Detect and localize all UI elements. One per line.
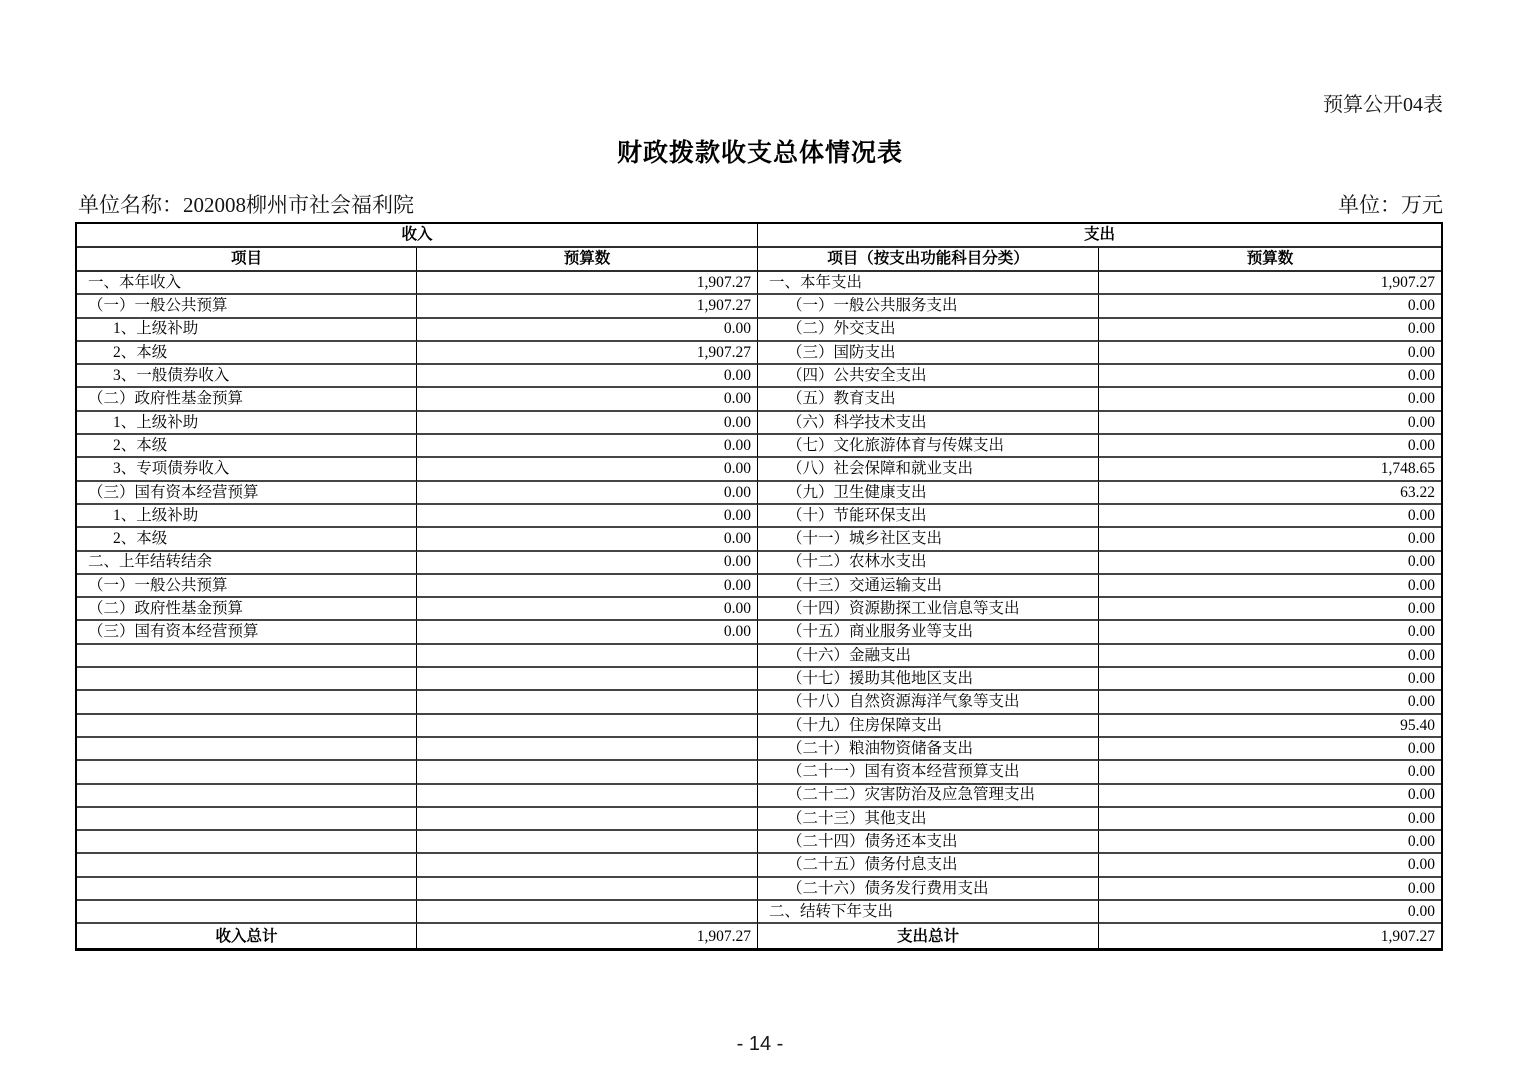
expenditure-value-cell: 0.00 [1099,505,1441,528]
expenditure-item-cell: （十九）住房保障支出 [758,715,1099,738]
income-value-cell [417,691,758,714]
income-item-cell [77,878,417,901]
income-item-cell: 一、本年收入 [77,272,417,295]
expenditure-total-value: 1,907.27 [1380,927,1435,945]
income-item-cell: 1、上级补助 [77,412,417,435]
expenditure-item-cell: 二、结转下年支出 [758,901,1099,924]
expenditure-item-cell: （二十四）债务还本支出 [758,831,1099,854]
income-item-cell [77,854,417,877]
expenditure-item-cell: （一）一般公共服务支出 [758,295,1099,318]
income-value-cell [417,901,758,924]
income-item-cell: （一）一般公共预算 [77,575,417,598]
income-item-cell: （二）政府性基金预算 [77,388,417,411]
expenditure-item-cell: （二十五）债务付息支出 [758,854,1099,877]
expenditure-value-cell: 0.00 [1099,901,1441,924]
income-item-cell [77,668,417,691]
income-value-cell [417,645,758,668]
income-value-cell: 1,907.27 [417,295,758,318]
income-value-cell: 0.00 [417,528,758,551]
income-item-cell [77,831,417,854]
income-item-cell: （二）政府性基金预算 [77,598,417,621]
expenditure-value-cell: 0.00 [1099,319,1441,342]
expenditure-item-cell: （六）科学技术支出 [758,412,1099,435]
income-total-label: 收入总计 [77,924,417,948]
expenditure-item-cell: （四）公共安全支出 [758,365,1099,388]
expenditure-item-cell: （十三）交通运输支出 [758,575,1099,598]
expenditure-item-cell: （十一）城乡社区支出 [758,528,1099,551]
expenditure-value-cell: 0.00 [1099,552,1441,575]
income-item-column-header: 项目 [77,248,417,272]
income-value-cell [417,854,758,877]
expenditure-value-cell: 1,748.65 [1099,458,1441,481]
expenditure-value-cell: 63.22 [1099,482,1441,505]
income-item-cell: 3、一般债券收入 [77,365,417,388]
income-budget-column-header: 预算数 [417,248,758,272]
expenditure-item-cell: （二十一）国有资本经营预算支出 [758,761,1099,784]
expenditure-value-cell: 95.40 [1099,715,1441,738]
income-value-cell: 0.00 [417,412,758,435]
expenditure-value-cell: 0.00 [1099,295,1441,318]
income-value-cell: 0.00 [417,388,758,411]
income-value-cell [417,715,758,738]
income-value-cell: 0.00 [417,458,758,481]
income-item-cell: （三）国有资本经营预算 [77,621,417,644]
expenditure-item-cell: （十七）援助其他地区支出 [758,668,1099,691]
expenditure-item-cell: （二十）粮油物资储备支出 [758,738,1099,761]
expenditure-item-cell: （十二）农林水支出 [758,552,1099,575]
income-value-cell: 0.00 [417,552,758,575]
income-item-cell [77,808,417,831]
income-value-cell [417,761,758,784]
expenditure-value-cell: 0.00 [1099,412,1441,435]
expenditure-item-cell: （二十三）其他支出 [758,808,1099,831]
income-value-cell [417,878,758,901]
expenditure-value-cell: 1,907.27 [1099,272,1441,295]
income-value-cell: 0.00 [417,482,758,505]
income-item-cell: （三）国有资本经营预算 [77,482,417,505]
page-title: 财政拨款收支总体情况表 [616,140,903,167]
expenditure-value-cell: 0.00 [1099,621,1441,644]
expenditure-value-cell: 0.00 [1099,785,1441,808]
expenditure-section-header: 支出 [758,224,1441,248]
income-value-cell: 1,907.27 [417,342,758,365]
unit-of-measure-label: 单位：万元 [1338,193,1443,217]
expenditure-value-cell: 0.00 [1099,598,1441,621]
expenditure-item-cell: （十六）金融支出 [758,645,1099,668]
income-item-cell: （一）一般公共预算 [77,295,417,318]
income-item-cell: 1、上级补助 [77,505,417,528]
expenditure-total-label: 支出总计 [758,924,1099,948]
unit-name-label: 单位名称：202008柳州市社会福利院 [78,193,414,217]
expenditure-value-cell: 0.00 [1099,738,1441,761]
expenditure-value-cell: 0.00 [1099,691,1441,714]
income-item-cell [77,691,417,714]
income-section-header: 收入 [77,224,758,248]
expenditure-value-cell: 0.00 [1099,878,1441,901]
income-value-cell: 0.00 [417,505,758,528]
expenditure-item-column-header: 项目（按支出功能科目分类） [758,248,1099,272]
income-value-cell: 0.00 [417,319,758,342]
income-item-cell: 2、本级 [77,435,417,458]
expenditure-value-cell: 0.00 [1099,365,1441,388]
expenditure-value-cell: 0.00 [1099,761,1441,784]
expenditure-value-cell: 0.00 [1099,808,1441,831]
income-item-cell: 2、本级 [77,528,417,551]
page-number: - 14 - [736,1033,784,1055]
income-value-cell [417,831,758,854]
income-item-cell [77,901,417,924]
expenditure-value-cell: 0.00 [1099,854,1441,877]
expenditure-item-cell: （十）节能环保支出 [758,505,1099,528]
meta-row [78,189,1443,219]
income-item-cell: 3、专项债券收入 [77,458,417,481]
expenditure-item-cell: （二十六）债务发行费用支出 [758,878,1099,901]
income-total-value: 1,907.27 [417,924,758,948]
income-value-cell: 0.00 [417,575,758,598]
expenditure-value-cell: 0.00 [1099,342,1441,365]
income-item-cell: 2、本级 [77,342,417,365]
expenditure-budget-column-header: 预算数 [1099,248,1441,272]
budget-table [75,222,1443,951]
income-item-cell [77,715,417,738]
expenditure-value-cell: 0.00 [1099,575,1441,598]
expenditure-item-cell: （十八）自然资源海洋气象等支出 [758,691,1099,714]
expenditure-value-cell: 0.00 [1099,831,1441,854]
expenditure-item-cell: （十四）资源勘探工业信息等支出 [758,598,1099,621]
income-item-cell [77,738,417,761]
income-item-cell: 二、上年结转结余 [77,552,417,575]
form-number-label: 预算公开04表 [1323,94,1443,116]
expenditure-value-cell: 0.00 [1099,668,1441,691]
income-value-cell [417,668,758,691]
expenditure-value-cell: 0.00 [1099,435,1441,458]
income-value-cell: 1,907.27 [417,272,758,295]
income-item-cell [77,645,417,668]
income-value-cell [417,808,758,831]
expenditure-item-cell: （三）国防支出 [758,342,1099,365]
income-value-cell: 0.00 [417,621,758,644]
expenditure-item-cell: （二）外交支出 [758,319,1099,342]
expenditure-item-cell: （八）社会保障和就业支出 [758,458,1099,481]
expenditure-item-cell: （二十二）灾害防治及应急管理支出 [758,785,1099,808]
expenditure-item-cell: （十五）商业服务业等支出 [758,621,1099,644]
income-value-cell [417,785,758,808]
income-item-cell [77,761,417,784]
expenditure-item-cell: （九）卫生健康支出 [758,482,1099,505]
income-value-cell [417,738,758,761]
expenditure-value-cell: 0.00 [1099,388,1441,411]
income-item-cell [77,785,417,808]
income-value-cell: 0.00 [417,365,758,388]
expenditure-item-cell: 一、本年支出 [758,272,1099,295]
expenditure-value-cell: 0.00 [1099,645,1441,668]
income-value-cell: 0.00 [417,598,758,621]
expenditure-value-cell: 0.00 [1099,528,1441,551]
income-value-cell: 0.00 [417,435,758,458]
income-item-cell: 1、上级补助 [77,319,417,342]
expenditure-item-cell: （七）文化旅游体育与传媒支出 [758,435,1099,458]
expenditure-item-cell: （五）教育支出 [758,388,1099,411]
